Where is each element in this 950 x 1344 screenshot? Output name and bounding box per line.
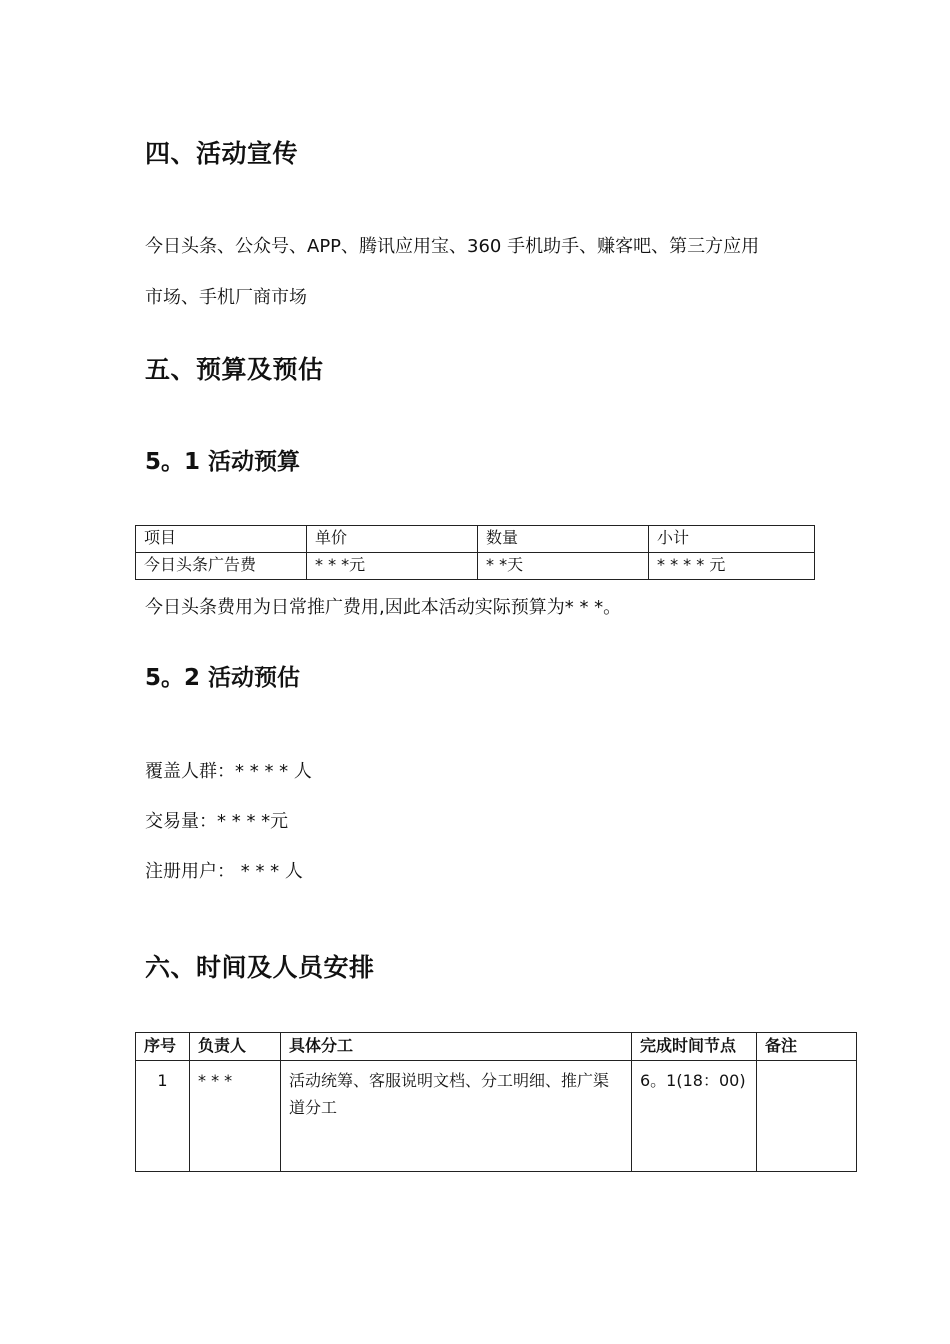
table-cell: * * * [190,1061,281,1172]
subsection-title-budget: 5。1 活动预算 [145,449,301,475]
budget-note: 今日头条费用为日常推广费用,因此本活动实际预算为* * *。 [145,597,622,618]
table-header-cell: 具体分工 [281,1033,632,1061]
estimate-volume: 交易量：* * * *元 [145,811,289,832]
table-header-cell: 负责人 [190,1033,281,1061]
table-header-cell: 项目 [136,526,307,553]
table-header-row [136,526,815,553]
subsection-title-estimate: 5。2 活动预估 [145,665,301,691]
table-header-cell: 数量 [478,526,649,553]
table-cell: * *天 [478,553,649,580]
table-cell: 1 [136,1061,190,1172]
table-cell: 活动统筹、客服说明文档、分工明细、推广渠道分工 [281,1061,632,1172]
section-title-promotion: 四、活动宣传 [145,139,299,168]
promotion-channels-line-1: 今日头条、公众号、APP、腾讯应用宝、360 手机助手、赚客吧、第三方应用 [145,236,760,257]
table-cell: * * * * 元 [649,553,815,580]
table-row [136,1061,857,1172]
table-header-row [136,1033,857,1061]
estimate-audience: 覆盖人群：* * * * 人 [145,761,312,782]
budget-table [135,525,815,580]
table-header-cell: 单价 [307,526,478,553]
table-cell: * * *元 [307,553,478,580]
table-cell [757,1061,857,1172]
table-header-cell: 完成时间节点 [632,1033,757,1061]
table-header-cell: 小计 [649,526,815,553]
promotion-channels-line-2: 市场、手机厂商市场 [145,287,307,308]
schedule-table [135,1032,857,1172]
table-cell: 今日头条广告费 [136,553,307,580]
table-row [136,553,815,580]
section-title-schedule: 六、时间及人员安排 [145,953,375,982]
table-cell: 6。1(18：00) [632,1061,757,1172]
table-header-cell: 备注 [757,1033,857,1061]
estimate-users: 注册用户： * * * 人 [145,861,303,882]
section-title-budget: 五、预算及预估 [145,355,324,384]
table-header-cell: 序号 [136,1033,190,1061]
